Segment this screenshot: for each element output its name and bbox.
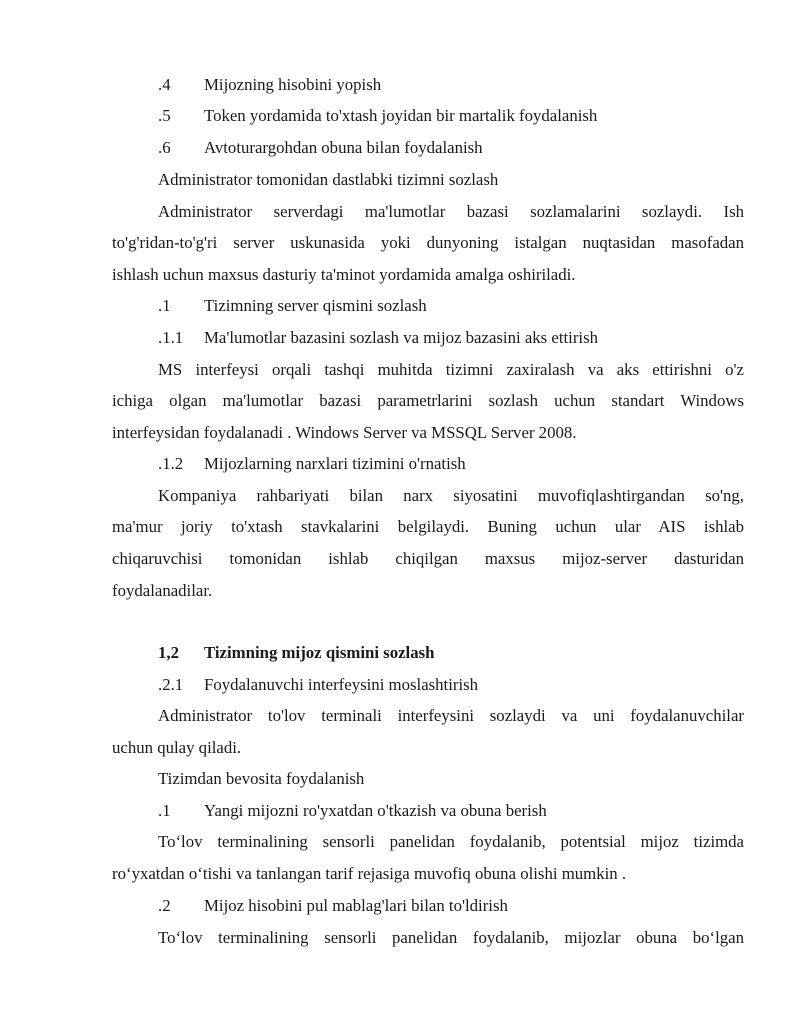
item-number: 1,2 [158,643,179,662]
paragraph-line: uchun qulay qiladi. [112,738,242,757]
item-text: Mijozlarning narxlari tizimini o'rnatish [204,454,466,473]
item-text: Foydalanuvchi interfeysini moslashtirish [204,675,479,694]
item-text: Tizimning server qismini sozlash [204,296,427,315]
item-number: .1 [158,296,171,315]
paragraph-line: To‘lov terminalining sensorli panelidan foydalanib, mijozlar obuna bo‘lgan [158,928,744,947]
paragraph-line: chiqaruvchisi tomonidan ishlab chiqilgan maxsus mijoz-server dasturidan [112,549,744,568]
item-text: Yangi mijozni ro'yxatdan o'tkazish va obuna berish [204,801,547,820]
paragraph-line: Kompaniya rahbariyati bilan narx siyosatini muvofiqlashtirgandan so'ng, [158,486,744,505]
item-number: .2 [158,896,171,915]
item-text: Token yordamida to'xtash joyidan bir martalik foydalanish [204,106,598,125]
paragraph-line: ro‘yxatdan o‘tishi va tanlangan tarif rejasiga muvofiq obuna olishi mumkin . [112,864,627,883]
item-text: Avtoturargohdan obuna bilan foydalanish [204,138,483,157]
paragraph-line: ma'mur joriy to'xtash stavkalarini belgilaydi. Buning uchun ular AIS ishlab [112,517,744,536]
item-number: .2.1 [158,675,184,694]
paragraph-line: MS interfeysi orqali tashqi muhitda tizimni zaxiralash va aks ettirishni o'z [158,360,744,379]
item-number: .1.2 [158,454,184,473]
item-text: Tizimning mijoz qismini sozlash [204,643,435,662]
item-number: .1.1 [158,328,184,347]
item-text: Mijozning hisobini yopish [204,75,382,94]
paragraph-line: to'g'ridan-to'g'ri server uskunasida yoki dunyoning istalgan nuqtasidan masofadan [112,233,744,252]
item-number: .6 [158,138,171,157]
paragraph-line: ichiga olgan ma'lumotlar bazasi parametrlarini sozlash uchun standart Windows [112,391,744,410]
paragraph-line: Administrator to'lov terminali interfeysini sozlaydi va uni foydalanuvchilar [158,706,744,725]
item-number: .1 [158,801,171,820]
paragraph-line: foydalanadilar. [112,581,213,600]
paragraph-line: Tizimdan bevosita foydalanish [158,769,365,788]
paragraph-line: Administrator tomonidan dastlabki tizimni sozlash [158,170,499,189]
item-text: Mijoz hisobini pul mablag'lari bilan to'ldirish [204,896,508,915]
item-text: Ma'lumotlar bazasini sozlash va mijoz bazasini aks ettirish [204,328,599,347]
paragraph-line: Administrator serverdagi ma'lumotlar bazasi sozlamalarini sozlaydi. Ish [158,202,744,221]
item-number: .5 [158,106,171,125]
paragraph-line: ishlash uchun maxsus dasturiy ta'minot yordamida amalga oshiriladi. [112,265,576,284]
paragraph-line: interfeysidan foydalanadi . Windows Server va MSSQL Server 2008. [112,423,577,442]
item-number: .4 [158,75,171,94]
paragraph-line: To‘lov terminalining sensorli panelidan foydalanib, potentsial mijoz tizimda [158,832,744,851]
